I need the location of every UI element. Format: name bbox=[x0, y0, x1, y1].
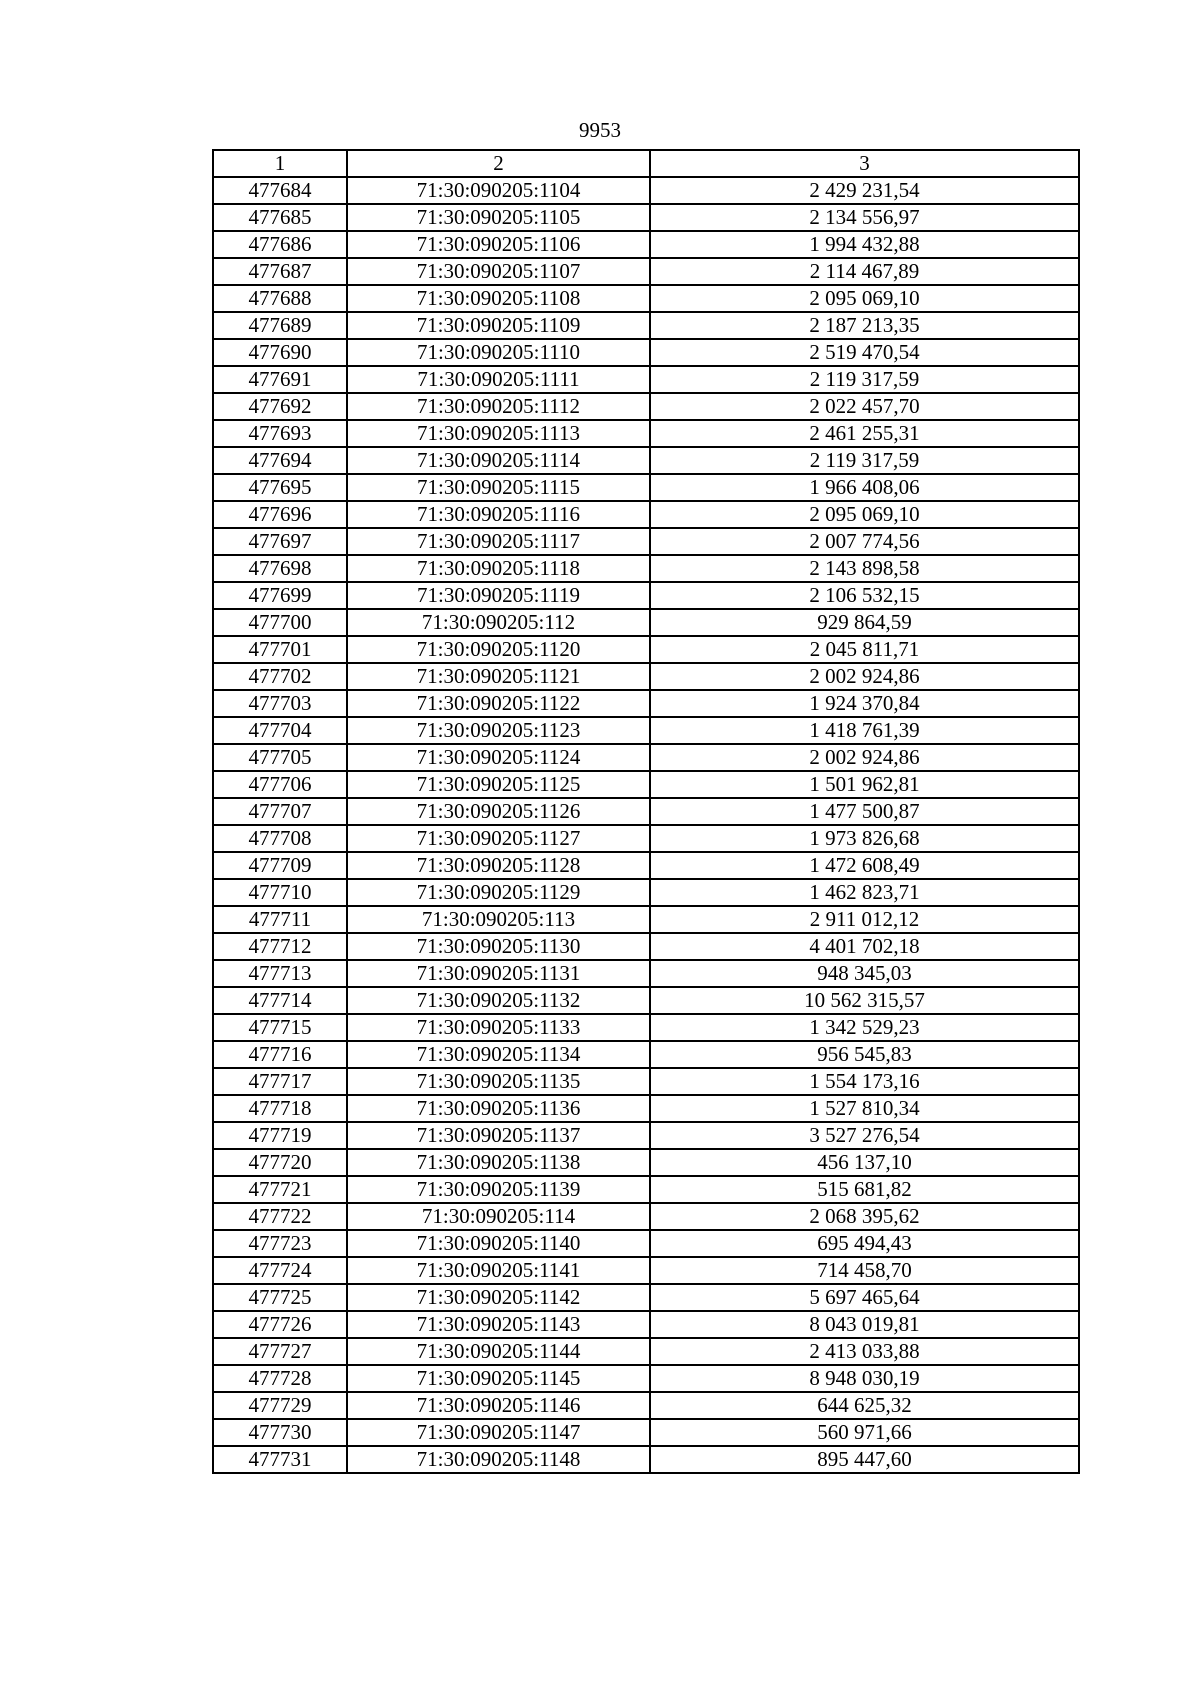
record-number-cell: 477704 bbox=[213, 717, 347, 744]
record-number-cell: 477694 bbox=[213, 447, 347, 474]
cadastral-value-cell: 2 095 069,10 bbox=[650, 285, 1079, 312]
record-number-cell: 477714 bbox=[213, 987, 347, 1014]
record-number-cell: 477701 bbox=[213, 636, 347, 663]
record-number-cell: 477716 bbox=[213, 1041, 347, 1068]
cadastral-number-cell: 71:30:090205:1121 bbox=[347, 663, 650, 690]
cadastral-number-cell: 71:30:090205:1112 bbox=[347, 393, 650, 420]
table-row bbox=[213, 312, 1079, 339]
cadastral-number-cell: 71:30:090205:1106 bbox=[347, 231, 650, 258]
cadastral-number-cell: 71:30:090205:1113 bbox=[347, 420, 650, 447]
table-row bbox=[213, 1392, 1079, 1419]
table-row bbox=[213, 1446, 1079, 1473]
record-number-cell: 477689 bbox=[213, 312, 347, 339]
cadastral-number-cell: 71:30:090205:1110 bbox=[347, 339, 650, 366]
record-number-cell: 477690 bbox=[213, 339, 347, 366]
cadastral-number-cell: 71:30:090205:1127 bbox=[347, 825, 650, 852]
record-number-cell: 477721 bbox=[213, 1176, 347, 1203]
cadastral-value-cell: 10 562 315,57 bbox=[650, 987, 1079, 1014]
record-number-cell: 477684 bbox=[213, 177, 347, 204]
cadastral-number-cell: 71:30:090205:1129 bbox=[347, 879, 650, 906]
registry-table bbox=[212, 149, 1080, 1474]
column-header-2: 2 bbox=[347, 150, 650, 177]
cadastral-number-cell: 71:30:090205:1105 bbox=[347, 204, 650, 231]
cadastral-number-cell: 71:30:090205:1138 bbox=[347, 1149, 650, 1176]
cadastral-value-cell: 8 043 019,81 bbox=[650, 1311, 1079, 1338]
table-row bbox=[213, 825, 1079, 852]
table-row bbox=[213, 528, 1079, 555]
record-number-cell: 477725 bbox=[213, 1284, 347, 1311]
cadastral-value-cell: 2 461 255,31 bbox=[650, 420, 1079, 447]
cadastral-value-cell: 895 447,60 bbox=[650, 1446, 1079, 1473]
cadastral-value-cell: 956 545,83 bbox=[650, 1041, 1079, 1068]
cadastral-value-cell: 1 462 823,71 bbox=[650, 879, 1079, 906]
cadastral-number-cell: 71:30:090205:1122 bbox=[347, 690, 650, 717]
table-row bbox=[213, 1284, 1079, 1311]
cadastral-value-cell: 2 911 012,12 bbox=[650, 906, 1079, 933]
cadastral-value-cell: 3 527 276,54 bbox=[650, 1122, 1079, 1149]
record-number-cell: 477729 bbox=[213, 1392, 347, 1419]
cadastral-value-cell: 2 519 470,54 bbox=[650, 339, 1079, 366]
cadastral-value-cell: 2 114 467,89 bbox=[650, 258, 1079, 285]
table-row bbox=[213, 231, 1079, 258]
record-number-cell: 477698 bbox=[213, 555, 347, 582]
table-row bbox=[213, 1122, 1079, 1149]
cadastral-value-cell: 2 413 033,88 bbox=[650, 1338, 1079, 1365]
record-number-cell: 477687 bbox=[213, 258, 347, 285]
cadastral-value-cell: 948 345,03 bbox=[650, 960, 1079, 987]
column-header-3: 3 bbox=[650, 150, 1079, 177]
record-number-cell: 477720 bbox=[213, 1149, 347, 1176]
table-row bbox=[213, 1068, 1079, 1095]
record-number-cell: 477730 bbox=[213, 1419, 347, 1446]
table-row bbox=[213, 879, 1079, 906]
table-row bbox=[213, 636, 1079, 663]
record-number-cell: 477710 bbox=[213, 879, 347, 906]
cadastral-number-cell: 71:30:090205:1148 bbox=[347, 1446, 650, 1473]
cadastral-value-cell: 2 134 556,97 bbox=[650, 204, 1079, 231]
record-number-cell: 477688 bbox=[213, 285, 347, 312]
table-row bbox=[213, 744, 1079, 771]
table-row bbox=[213, 1365, 1079, 1392]
table-row bbox=[213, 960, 1079, 987]
record-number-cell: 477685 bbox=[213, 204, 347, 231]
cadastral-number-cell: 71:30:090205:1135 bbox=[347, 1068, 650, 1095]
cadastral-number-cell: 71:30:090205:1141 bbox=[347, 1257, 650, 1284]
record-number-cell: 477728 bbox=[213, 1365, 347, 1392]
cadastral-value-cell: 2 143 898,58 bbox=[650, 555, 1079, 582]
record-number-cell: 477724 bbox=[213, 1257, 347, 1284]
cadastral-number-cell: 71:30:090205:112 bbox=[347, 609, 650, 636]
cadastral-number-cell: 71:30:090205:1142 bbox=[347, 1284, 650, 1311]
record-number-cell: 477693 bbox=[213, 420, 347, 447]
record-number-cell: 477723 bbox=[213, 1230, 347, 1257]
cadastral-value-cell: 8 948 030,19 bbox=[650, 1365, 1079, 1392]
cadastral-value-cell: 2 429 231,54 bbox=[650, 177, 1079, 204]
table-row bbox=[213, 1257, 1079, 1284]
table-row bbox=[213, 1419, 1079, 1446]
table-body bbox=[213, 177, 1079, 1473]
cadastral-value-cell: 2 045 811,71 bbox=[650, 636, 1079, 663]
record-number-cell: 477718 bbox=[213, 1095, 347, 1122]
cadastral-value-cell: 2 187 213,35 bbox=[650, 312, 1079, 339]
cadastral-value-cell: 560 971,66 bbox=[650, 1419, 1079, 1446]
table-row bbox=[213, 1095, 1079, 1122]
cadastral-value-cell: 644 625,32 bbox=[650, 1392, 1079, 1419]
table-row bbox=[213, 1311, 1079, 1338]
table-row bbox=[213, 339, 1079, 366]
record-number-cell: 477708 bbox=[213, 825, 347, 852]
record-number-cell: 477692 bbox=[213, 393, 347, 420]
cadastral-number-cell: 71:30:090205:1107 bbox=[347, 258, 650, 285]
table-row bbox=[213, 1203, 1079, 1230]
cadastral-value-cell: 2 002 924,86 bbox=[650, 744, 1079, 771]
cadastral-number-cell: 71:30:090205:1117 bbox=[347, 528, 650, 555]
record-number-cell: 477711 bbox=[213, 906, 347, 933]
cadastral-value-cell: 1 527 810,34 bbox=[650, 1095, 1079, 1122]
cadastral-number-cell: 71:30:090205:1143 bbox=[347, 1311, 650, 1338]
record-number-cell: 477719 bbox=[213, 1122, 347, 1149]
cadastral-value-cell: 714 458,70 bbox=[650, 1257, 1079, 1284]
table-row bbox=[213, 987, 1079, 1014]
record-number-cell: 477709 bbox=[213, 852, 347, 879]
cadastral-number-cell: 71:30:090205:1109 bbox=[347, 312, 650, 339]
cadastral-value-cell: 2 002 924,86 bbox=[650, 663, 1079, 690]
cadastral-value-cell: 1 554 173,16 bbox=[650, 1068, 1079, 1095]
record-number-cell: 477697 bbox=[213, 528, 347, 555]
cadastral-value-cell: 1 973 826,68 bbox=[650, 825, 1079, 852]
record-number-cell: 477726 bbox=[213, 1311, 347, 1338]
cadastral-number-cell: 71:30:090205:1137 bbox=[347, 1122, 650, 1149]
cadastral-value-cell: 4 401 702,18 bbox=[650, 933, 1079, 960]
cadastral-value-cell: 2 095 069,10 bbox=[650, 501, 1079, 528]
cadastral-number-cell: 71:30:090205:1131 bbox=[347, 960, 650, 987]
table-row bbox=[213, 258, 1079, 285]
cadastral-number-cell: 71:30:090205:1125 bbox=[347, 771, 650, 798]
cadastral-value-cell: 1 994 432,88 bbox=[650, 231, 1079, 258]
record-number-cell: 477713 bbox=[213, 960, 347, 987]
cadastral-value-cell: 5 697 465,64 bbox=[650, 1284, 1079, 1311]
cadastral-value-cell: 1 924 370,84 bbox=[650, 690, 1079, 717]
table-row bbox=[213, 852, 1079, 879]
cadastral-number-cell: 71:30:090205:1111 bbox=[347, 366, 650, 393]
cadastral-value-cell: 2 007 774,56 bbox=[650, 528, 1079, 555]
cadastral-number-cell: 71:30:090205:1120 bbox=[347, 636, 650, 663]
cadastral-number-cell: 71:30:090205:1136 bbox=[347, 1095, 650, 1122]
cadastral-number-cell: 71:30:090205:1124 bbox=[347, 744, 650, 771]
record-number-cell: 477731 bbox=[213, 1446, 347, 1473]
cadastral-value-cell: 2 119 317,59 bbox=[650, 447, 1079, 474]
column-header-1: 1 bbox=[213, 150, 347, 177]
record-number-cell: 477705 bbox=[213, 744, 347, 771]
record-number-cell: 477717 bbox=[213, 1068, 347, 1095]
cadastral-number-cell: 71:30:090205:1139 bbox=[347, 1176, 650, 1203]
cadastral-number-cell: 71:30:090205:1108 bbox=[347, 285, 650, 312]
cadastral-value-cell: 2 106 532,15 bbox=[650, 582, 1079, 609]
table-row bbox=[213, 690, 1079, 717]
table-row bbox=[213, 1230, 1079, 1257]
cadastral-number-cell: 71:30:090205:114 bbox=[347, 1203, 650, 1230]
table-row bbox=[213, 420, 1079, 447]
record-number-cell: 477727 bbox=[213, 1338, 347, 1365]
table-row bbox=[213, 582, 1079, 609]
table-row bbox=[213, 1338, 1079, 1365]
record-number-cell: 477702 bbox=[213, 663, 347, 690]
record-number-cell: 477706 bbox=[213, 771, 347, 798]
table-row bbox=[213, 501, 1079, 528]
table-row bbox=[213, 1149, 1079, 1176]
record-number-cell: 477722 bbox=[213, 1203, 347, 1230]
cadastral-number-cell: 71:30:090205:1140 bbox=[347, 1230, 650, 1257]
record-number-cell: 477696 bbox=[213, 501, 347, 528]
cadastral-value-cell: 515 681,82 bbox=[650, 1176, 1079, 1203]
table-row bbox=[213, 771, 1079, 798]
cadastral-value-cell: 2 022 457,70 bbox=[650, 393, 1079, 420]
cadastral-value-cell: 1 342 529,23 bbox=[650, 1014, 1079, 1041]
cadastral-value-cell: 695 494,43 bbox=[650, 1230, 1079, 1257]
cadastral-number-cell: 71:30:090205:1147 bbox=[347, 1419, 650, 1446]
cadastral-number-cell: 71:30:090205:1134 bbox=[347, 1041, 650, 1068]
table-row bbox=[213, 609, 1079, 636]
cadastral-value-cell: 1 418 761,39 bbox=[650, 717, 1079, 744]
cadastral-value-cell: 929 864,59 bbox=[650, 609, 1079, 636]
cadastral-value-cell: 1 966 408,06 bbox=[650, 474, 1079, 501]
record-number-cell: 477715 bbox=[213, 1014, 347, 1041]
record-number-cell: 477712 bbox=[213, 933, 347, 960]
table-row bbox=[213, 1014, 1079, 1041]
table-row bbox=[213, 447, 1079, 474]
table-row bbox=[213, 366, 1079, 393]
cadastral-number-cell: 71:30:090205:1115 bbox=[347, 474, 650, 501]
cadastral-value-cell: 2 119 317,59 bbox=[650, 366, 1079, 393]
page-number: 9953 bbox=[579, 118, 621, 142]
cadastral-number-cell: 71:30:090205:1126 bbox=[347, 798, 650, 825]
table-row bbox=[213, 177, 1079, 204]
cadastral-value-cell: 2 068 395,62 bbox=[650, 1203, 1079, 1230]
table-header-row bbox=[213, 150, 1079, 177]
cadastral-number-cell: 71:30:090205:1133 bbox=[347, 1014, 650, 1041]
cadastral-number-cell: 71:30:090205:1145 bbox=[347, 1365, 650, 1392]
record-number-cell: 477686 bbox=[213, 231, 347, 258]
record-number-cell: 477703 bbox=[213, 690, 347, 717]
cadastral-number-cell: 71:30:090205:1114 bbox=[347, 447, 650, 474]
cadastral-number-cell: 71:30:090205:1123 bbox=[347, 717, 650, 744]
table-row bbox=[213, 204, 1079, 231]
cadastral-number-cell: 71:30:090205:1128 bbox=[347, 852, 650, 879]
table-row bbox=[213, 555, 1079, 582]
cadastral-number-cell: 71:30:090205:1116 bbox=[347, 501, 650, 528]
cadastral-value-cell: 1 472 608,49 bbox=[650, 852, 1079, 879]
cadastral-number-cell: 71:30:090205:1118 bbox=[347, 555, 650, 582]
table-row bbox=[213, 933, 1079, 960]
cadastral-number-cell: 71:30:090205:113 bbox=[347, 906, 650, 933]
cadastral-number-cell: 71:30:090205:1130 bbox=[347, 933, 650, 960]
table-row bbox=[213, 663, 1079, 690]
cadastral-value-cell: 1 477 500,87 bbox=[650, 798, 1079, 825]
cadastral-number-cell: 71:30:090205:1144 bbox=[347, 1338, 650, 1365]
cadastral-number-cell: 71:30:090205:1132 bbox=[347, 987, 650, 1014]
record-number-cell: 477691 bbox=[213, 366, 347, 393]
table-row bbox=[213, 285, 1079, 312]
cadastral-value-cell: 456 137,10 bbox=[650, 1149, 1079, 1176]
record-number-cell: 477700 bbox=[213, 609, 347, 636]
cadastral-number-cell: 71:30:090205:1104 bbox=[347, 177, 650, 204]
table-row bbox=[213, 717, 1079, 744]
record-number-cell: 477707 bbox=[213, 798, 347, 825]
cadastral-number-cell: 71:30:090205:1119 bbox=[347, 582, 650, 609]
table-row bbox=[213, 474, 1079, 501]
cadastral-number-cell: 71:30:090205:1146 bbox=[347, 1392, 650, 1419]
table-row bbox=[213, 1176, 1079, 1203]
table-row bbox=[213, 1041, 1079, 1068]
record-number-cell: 477699 bbox=[213, 582, 347, 609]
table-row bbox=[213, 798, 1079, 825]
table-row bbox=[213, 393, 1079, 420]
cadastral-value-cell: 1 501 962,81 bbox=[650, 771, 1079, 798]
record-number-cell: 477695 bbox=[213, 474, 347, 501]
table-row bbox=[213, 906, 1079, 933]
